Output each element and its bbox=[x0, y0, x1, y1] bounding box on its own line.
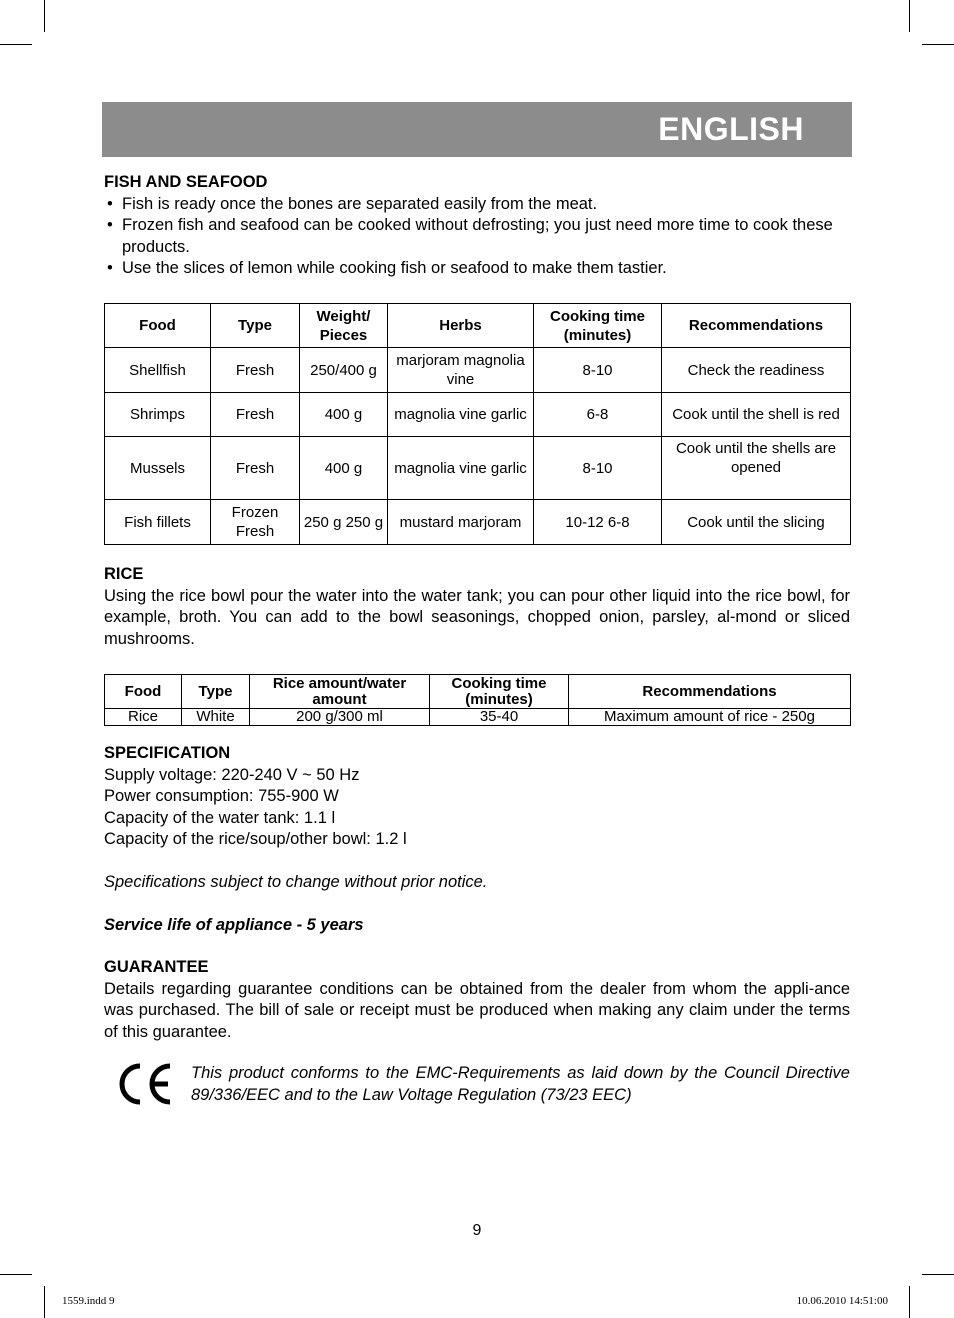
table-cell: Fresh bbox=[211, 393, 300, 437]
column-header: Recommendations bbox=[569, 675, 851, 709]
fish-section bbox=[104, 172, 850, 280]
table-cell: Mussels bbox=[105, 437, 211, 500]
column-header: Food bbox=[105, 304, 211, 348]
crop-mark bbox=[922, 44, 954, 45]
table-cell: Cook until the shells are opened bbox=[662, 437, 851, 500]
rice-table-wrap bbox=[104, 674, 850, 726]
language-header-bar bbox=[102, 102, 852, 157]
specification-section bbox=[104, 743, 850, 937]
table-cell: 250/400 g bbox=[300, 348, 388, 393]
spec-notice: Specifications subject to change without prior notice. bbox=[104, 873, 488, 891]
table-cell: Cook until the shell is red bbox=[662, 393, 851, 437]
table-cell: 250 g 250 g bbox=[300, 500, 388, 545]
column-header: Herbs bbox=[388, 304, 534, 348]
crop-mark bbox=[0, 44, 32, 45]
rice-heading: RICE bbox=[104, 565, 144, 583]
table-cell: 400 g bbox=[300, 393, 388, 437]
footer-timestamp: 10.06.2010 14:51:00 bbox=[796, 1295, 888, 1307]
column-header: Recommendations bbox=[662, 304, 851, 348]
table-cell: marjoram magnolia vine bbox=[388, 348, 534, 393]
table-cell: magnolia vine garlic bbox=[388, 437, 534, 500]
table-cell: Shrimps bbox=[105, 393, 211, 437]
column-header: Weight/ Pieces bbox=[300, 304, 388, 348]
table-row bbox=[105, 500, 851, 545]
list-item: • Use the slices of lemon while cooking fish or seafood to make them tastier. bbox=[104, 258, 850, 280]
table-row bbox=[105, 709, 851, 726]
table-cell: Maximum amount of rice - 250g bbox=[569, 709, 851, 726]
table-cell: 8-10 bbox=[534, 348, 662, 393]
table-cell: 400 g bbox=[300, 437, 388, 500]
column-header: Cooking time (minutes) bbox=[534, 304, 662, 348]
language-title: ENGLISH bbox=[658, 111, 804, 147]
crop-mark bbox=[909, 0, 910, 32]
guarantee-heading: GUARANTEE bbox=[104, 958, 209, 976]
rice-table bbox=[104, 674, 851, 726]
fish-table-wrap bbox=[104, 303, 850, 545]
column-header: Type bbox=[182, 675, 250, 709]
spec-line: Capacity of the water tank: 1.1 l bbox=[104, 808, 336, 827]
table-cell: 6-8 bbox=[534, 393, 662, 437]
table-row bbox=[105, 393, 851, 437]
table-row bbox=[105, 348, 851, 393]
table-cell: Fresh bbox=[211, 437, 300, 500]
rice-section bbox=[104, 564, 850, 650]
guarantee-text: Details regarding guarantee conditions can be obtained from the dealer from whom the appli-ance was purchased. The bill of sale or receipt must be produced when making any claim under the terms of this guarantee. bbox=[104, 979, 850, 1041]
table-cell: Cook until the slicing bbox=[662, 500, 851, 545]
ce-text: This product conforms to the EMC-Requirements as laid down by the Council Directive 89/336/EEC and to the Law Voltage Regulation (73/23 EEC) bbox=[191, 1064, 850, 1104]
ce-mark-icon bbox=[118, 1062, 176, 1106]
footer-file: 1559.indd 9 bbox=[62, 1295, 115, 1307]
table-cell: Shellfish bbox=[105, 348, 211, 393]
table-cell: 200 g/300 ml bbox=[250, 709, 430, 726]
service-life: Service life of appliance - 5 years bbox=[104, 916, 364, 934]
specification-heading: SPECIFICATION bbox=[104, 744, 231, 762]
rice-text: Using the rice bowl pour the water into the water tank; you can pour other liquid into the rice bowl, for example, broth. You can add to the bowl seasonings, chopped onion, parsley, al-mond or sliced mushrooms. bbox=[104, 586, 850, 648]
table-cell: 35-40 bbox=[430, 709, 569, 726]
crop-mark bbox=[909, 1286, 910, 1318]
table-cell: Fish fillets bbox=[105, 500, 211, 545]
table-header-row bbox=[105, 304, 851, 348]
spec-line: Supply voltage: 220-240 V ~ 50 Hz bbox=[104, 765, 360, 784]
page-number: 9 bbox=[472, 1222, 482, 1239]
column-header: Food bbox=[105, 675, 182, 709]
table-cell: White bbox=[182, 709, 250, 726]
fish-heading: FISH AND SEAFOOD bbox=[104, 173, 268, 191]
table-row bbox=[105, 437, 851, 500]
list-item: • Fish is ready once the bones are separated easily from the meat. bbox=[104, 194, 850, 216]
list-item: • Frozen fish and seafood can be cooked without defrosting; you just need more time to cook these products. bbox=[104, 215, 850, 258]
crop-mark bbox=[44, 0, 45, 32]
table-cell: 10-12 6-8 bbox=[534, 500, 662, 545]
table-cell: magnolia vine garlic bbox=[388, 393, 534, 437]
fish-table bbox=[104, 303, 851, 545]
crop-mark bbox=[922, 1274, 954, 1275]
column-header: Type bbox=[211, 304, 300, 348]
crop-mark bbox=[0, 1274, 32, 1275]
table-cell: Frozen Fresh bbox=[211, 500, 300, 545]
table-cell: Rice bbox=[105, 709, 182, 726]
table-cell: mustard marjoram bbox=[388, 500, 534, 545]
table-cell: Check the readiness bbox=[662, 348, 851, 393]
guarantee-section bbox=[104, 957, 850, 1043]
column-header: Cooking time (minutes) bbox=[430, 675, 569, 709]
spec-line: Capacity of the rice/soup/other bowl: 1.2 l bbox=[104, 830, 407, 848]
column-header: Rice amount/water amount bbox=[250, 675, 430, 709]
crop-mark bbox=[44, 1286, 45, 1318]
table-cell: 8-10 bbox=[534, 437, 662, 500]
spec-line: Power consumption: 755-900 W bbox=[104, 787, 339, 805]
table-header-row bbox=[105, 675, 851, 709]
table-cell: Fresh bbox=[211, 348, 300, 393]
fish-bullets bbox=[104, 194, 850, 280]
